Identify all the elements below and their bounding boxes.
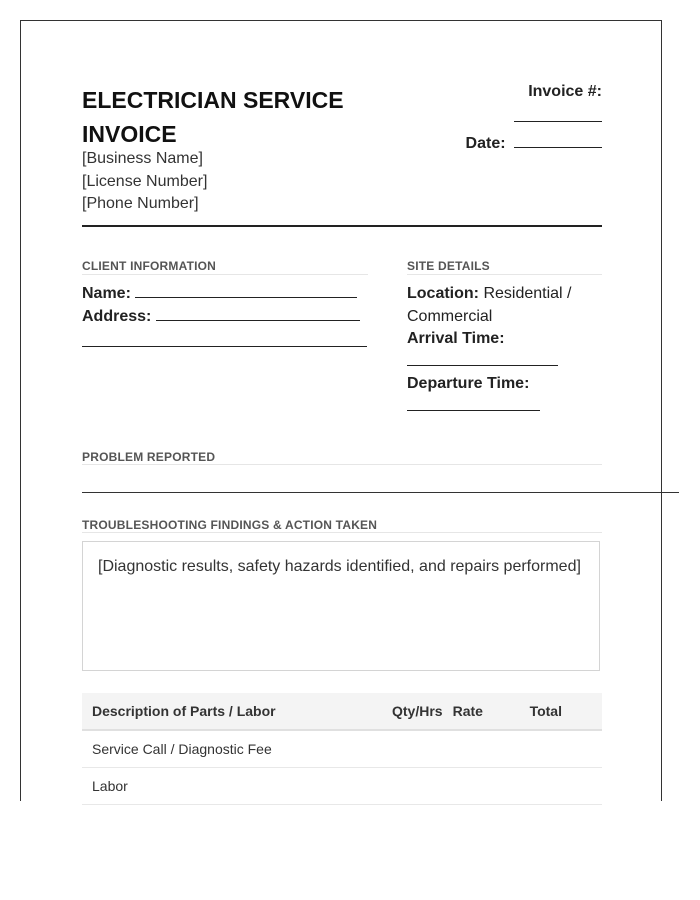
invoice-number-field[interactable] bbox=[514, 107, 602, 122]
client-fields bbox=[82, 283, 372, 355]
invoice-page bbox=[20, 20, 662, 801]
column-header-total: Total bbox=[520, 693, 602, 730]
findings-heading: TROUBLESHOOTING FINDINGS & ACTION TAKEN bbox=[82, 518, 378, 532]
client-address-line-2[interactable] bbox=[82, 328, 367, 347]
header-divider bbox=[82, 225, 602, 227]
client-name-label: Name: bbox=[82, 285, 131, 302]
row-description: Labor bbox=[82, 768, 382, 805]
row-description: Service Call / Diagnostic Fee bbox=[82, 730, 382, 768]
table-header-row bbox=[82, 693, 602, 730]
departure-time-label: Departure Time: bbox=[407, 375, 530, 392]
departure-time-field[interactable] bbox=[407, 396, 540, 411]
phone-number: [Phone Number] bbox=[82, 195, 199, 212]
location-label: Location: bbox=[407, 285, 479, 302]
column-header-qty: Qty/Hrs bbox=[382, 693, 443, 730]
site-details-heading: SITE DETAILS bbox=[407, 259, 490, 273]
arrival-time-field[interactable] bbox=[407, 351, 558, 366]
parts-labor-table bbox=[82, 693, 602, 805]
client-address-field[interactable] bbox=[156, 306, 360, 321]
business-name: [Business Name] bbox=[82, 150, 203, 167]
column-header-rate: Rate bbox=[443, 693, 520, 730]
client-info-heading: CLIENT INFORMATION bbox=[82, 259, 217, 273]
findings-placeholder: [Diagnostic results, safety hazards identified, and repairs performed] bbox=[98, 558, 581, 575]
client-heading-rule bbox=[82, 274, 368, 275]
business-info bbox=[82, 148, 207, 216]
client-name-field[interactable] bbox=[135, 283, 357, 298]
arrival-time-label: Arrival Time: bbox=[407, 330, 505, 347]
problem-reported-field[interactable] bbox=[82, 492, 679, 493]
column-header-description: Description of Parts / Labor bbox=[82, 693, 382, 730]
site-fields bbox=[407, 283, 602, 418]
findings-textarea[interactable] bbox=[82, 541, 600, 671]
findings-heading-rule bbox=[82, 532, 602, 533]
problem-heading-rule bbox=[82, 464, 602, 465]
row-total[interactable] bbox=[520, 730, 602, 768]
row-qty[interactable] bbox=[382, 768, 443, 805]
row-qty[interactable] bbox=[382, 730, 443, 768]
license-number: [License Number] bbox=[82, 172, 208, 190]
row-rate[interactable] bbox=[443, 768, 520, 805]
date-field[interactable] bbox=[514, 133, 602, 148]
row-total[interactable] bbox=[520, 768, 602, 805]
location-value: Residential / Commercial bbox=[407, 285, 572, 325]
client-address-label: Address: bbox=[82, 307, 152, 325]
table-row bbox=[82, 768, 602, 805]
invoice-number-label: Invoice #: bbox=[528, 83, 602, 100]
table-row bbox=[82, 730, 602, 768]
invoice-title: ELECTRICIAN SERVICE INVOICE bbox=[82, 87, 344, 147]
date-label: Date: bbox=[465, 135, 506, 152]
site-heading-rule bbox=[407, 274, 602, 275]
problem-reported-heading: PROBLEM REPORTED bbox=[82, 450, 216, 464]
invoice-meta bbox=[466, 83, 602, 153]
row-rate[interactable] bbox=[443, 730, 520, 768]
